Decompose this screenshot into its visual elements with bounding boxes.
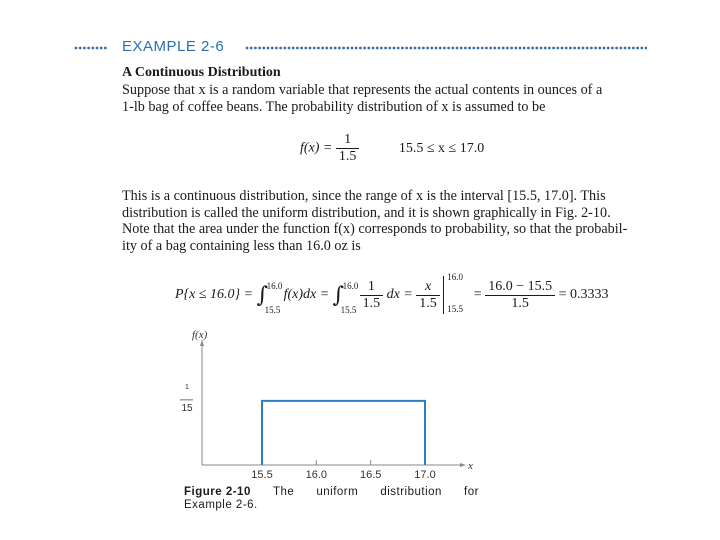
dot xyxy=(607,47,610,50)
dot xyxy=(91,47,94,50)
dot xyxy=(493,47,496,50)
dot xyxy=(422,47,425,50)
dot xyxy=(246,47,249,50)
dot xyxy=(619,47,622,50)
equation-pdf-lhs: f(x) = xyxy=(300,140,333,156)
dot xyxy=(283,47,286,50)
dot xyxy=(292,47,295,50)
dot xyxy=(472,47,475,50)
integral-1-lower: 15.5 xyxy=(264,304,281,315)
y-tick-numerator: 1 xyxy=(185,383,189,391)
caption-label: Figure 2-10 xyxy=(184,486,251,498)
dot xyxy=(598,47,601,50)
dot xyxy=(481,47,484,50)
x-tick-label: 15.5 xyxy=(251,469,273,481)
dot xyxy=(414,47,417,50)
dot xyxy=(388,47,391,50)
integral-sign-1: ∫ xyxy=(256,282,269,308)
dot xyxy=(321,47,324,50)
paragraph-2-line-3: Note that the area under the function f(x) corresponds to probability, so that the probabil- xyxy=(122,221,628,237)
x-axis-label: x xyxy=(468,460,473,472)
dot xyxy=(531,47,534,50)
dot xyxy=(342,47,345,50)
dot xyxy=(317,47,320,50)
evaluation-bar-line xyxy=(443,276,444,314)
eval-lower: 15.5 xyxy=(447,304,464,314)
dot xyxy=(565,47,568,50)
paragraph-2-line-1: This is a continuous distribution, since the range of x is the interval [15.5, 17.0]. This xyxy=(122,188,606,204)
dot xyxy=(548,47,551,50)
caption-word-1: The xyxy=(272,486,295,498)
equation-prob-equals: = xyxy=(473,287,482,302)
dot xyxy=(271,47,274,50)
paragraph-2-line-4: ity of a bag containing less than 16.0 oz is xyxy=(122,237,361,254)
dot xyxy=(523,47,526,50)
dot xyxy=(401,47,404,50)
fraction-2-numerator: x xyxy=(416,279,440,296)
chart-svg xyxy=(180,325,485,485)
integral-2-upper: 16.0 xyxy=(342,280,359,291)
equation-pdf-fraction xyxy=(336,132,360,165)
dot xyxy=(380,47,383,50)
equation-prob-term1: f(x)dx = xyxy=(283,287,330,302)
equation-prob-fraction-2 xyxy=(416,279,440,312)
dot xyxy=(603,47,606,50)
dot xyxy=(372,47,375,50)
equation-prob-fraction-3 xyxy=(485,279,555,312)
example-title: EXAMPLE 2-6 xyxy=(122,38,225,55)
paragraph-2-line-2: distribution is called the uniform distribution, and it is shown graphically in Fig. 2-10. xyxy=(122,204,611,221)
dot xyxy=(96,47,99,50)
equation-pdf-condition: 15.5 ≤ x ≤ 17.0 xyxy=(398,140,485,156)
dot xyxy=(590,47,593,50)
dot xyxy=(636,47,639,50)
dot xyxy=(104,47,107,50)
equation-prob-dx: dx = xyxy=(386,287,413,302)
dot xyxy=(405,47,408,50)
dot xyxy=(393,47,396,50)
paragraph-1-line-2: 1-lb bag of coffee beans. The probability distribution of x is assumed to be xyxy=(122,98,546,115)
dot xyxy=(304,47,307,50)
dot xyxy=(615,47,618,50)
paragraph-1 xyxy=(122,82,650,115)
dot xyxy=(485,47,488,50)
dot xyxy=(330,47,333,50)
integral-sign-2: ∫ xyxy=(332,282,345,308)
integral-2 xyxy=(332,280,359,315)
dot xyxy=(582,47,585,50)
uniform-distribution-chart xyxy=(180,325,485,490)
dot xyxy=(586,47,589,50)
dot xyxy=(258,47,261,50)
dot xyxy=(594,47,597,50)
dot xyxy=(275,47,278,50)
dot xyxy=(519,47,522,50)
dot xyxy=(83,47,86,50)
fraction-2-denominator: 1.5 xyxy=(419,295,437,311)
dot xyxy=(506,47,509,50)
figure-caption xyxy=(184,486,479,512)
caption-word-4: for xyxy=(464,486,479,498)
dot xyxy=(552,47,555,50)
dot xyxy=(250,47,253,50)
y-tick-denominator: 15 xyxy=(181,402,193,414)
equation-pdf-numerator: 1 xyxy=(336,132,360,149)
x-tick-label: 17.0 xyxy=(414,469,436,481)
dot xyxy=(468,47,471,50)
dot xyxy=(439,47,442,50)
dot xyxy=(514,47,517,50)
dot xyxy=(556,47,559,50)
dot xyxy=(279,47,282,50)
dot xyxy=(409,47,412,50)
dot xyxy=(397,47,400,50)
dot xyxy=(611,47,614,50)
dot xyxy=(510,47,513,50)
dot xyxy=(87,47,90,50)
paragraph-2 xyxy=(122,188,650,254)
dot xyxy=(456,47,459,50)
dot xyxy=(254,47,257,50)
dot xyxy=(384,47,387,50)
dot xyxy=(359,47,362,50)
dot xyxy=(544,47,547,50)
dot xyxy=(527,47,530,50)
uniform-pdf-line xyxy=(262,401,425,465)
fraction-3-numerator: 16.0 − 15.5 xyxy=(485,279,555,296)
dot xyxy=(540,47,543,50)
dot xyxy=(535,47,538,50)
dot xyxy=(640,47,643,50)
x-tick-label: 16.0 xyxy=(305,469,328,481)
dot xyxy=(628,47,631,50)
dot xyxy=(477,47,480,50)
dot xyxy=(435,47,438,50)
dot xyxy=(376,47,379,50)
dot xyxy=(460,47,463,50)
dot xyxy=(100,47,103,50)
dot xyxy=(464,47,467,50)
dot xyxy=(75,47,78,50)
paragraph-1-line-1: Suppose that x is a random variable that represents the actual contents in ounces of a xyxy=(122,82,603,98)
dot xyxy=(443,47,446,50)
dot xyxy=(351,47,354,50)
equation-probability xyxy=(175,272,609,315)
x-tick-label: 16.5 xyxy=(359,469,382,481)
dot xyxy=(79,47,82,50)
fraction-1-denominator: 1.5 xyxy=(362,295,381,311)
dot xyxy=(489,47,492,50)
dot xyxy=(426,47,429,50)
evaluation-bar xyxy=(443,272,464,314)
caption-word-3: distribution xyxy=(380,486,442,498)
dot xyxy=(355,47,358,50)
dot xyxy=(430,47,433,50)
dot xyxy=(288,47,291,50)
dot xyxy=(645,47,647,50)
example-subtitle: A Continuous Distribution xyxy=(122,65,281,80)
dot xyxy=(624,47,627,50)
integral-1 xyxy=(256,280,283,315)
dot xyxy=(367,47,370,50)
equation-pdf xyxy=(300,132,484,165)
dot xyxy=(502,47,505,50)
dot xyxy=(498,47,501,50)
dot xyxy=(632,47,635,50)
dot xyxy=(346,47,349,50)
dot xyxy=(577,47,580,50)
dot xyxy=(447,47,450,50)
x-axis-arrow xyxy=(460,463,466,467)
decorative-dots-right xyxy=(245,45,647,51)
dot xyxy=(309,47,312,50)
fraction-1-numerator: 1 xyxy=(360,279,384,296)
dot xyxy=(334,47,337,50)
dot xyxy=(262,47,265,50)
dot xyxy=(569,47,572,50)
equation-pdf-denominator: 1.5 xyxy=(338,149,357,164)
caption-word-2: uniform xyxy=(316,486,359,498)
decorative-dots-left xyxy=(74,45,108,51)
dot xyxy=(325,47,328,50)
fraction-3-denominator: 1.5 xyxy=(511,295,529,311)
equation-prob-lhs: P{x ≤ 16.0} = xyxy=(175,287,254,302)
dot xyxy=(561,47,564,50)
dot xyxy=(296,47,299,50)
y-axis-label: f(x) xyxy=(192,329,208,341)
dot xyxy=(267,47,270,50)
caption-line-2: Example 2-6. xyxy=(184,499,258,511)
eval-upper: 16.0 xyxy=(447,272,464,282)
equation-prob-fraction-1 xyxy=(360,279,384,312)
integral-2-lower: 15.5 xyxy=(340,304,357,315)
dot xyxy=(313,47,316,50)
equation-prob-result: = 0.3333 xyxy=(558,287,609,302)
dot xyxy=(338,47,341,50)
dot xyxy=(418,47,421,50)
dot xyxy=(363,47,366,50)
integral-1-upper: 16.0 xyxy=(266,280,283,291)
dot xyxy=(451,47,454,50)
dot xyxy=(573,47,576,50)
dot xyxy=(300,47,303,50)
